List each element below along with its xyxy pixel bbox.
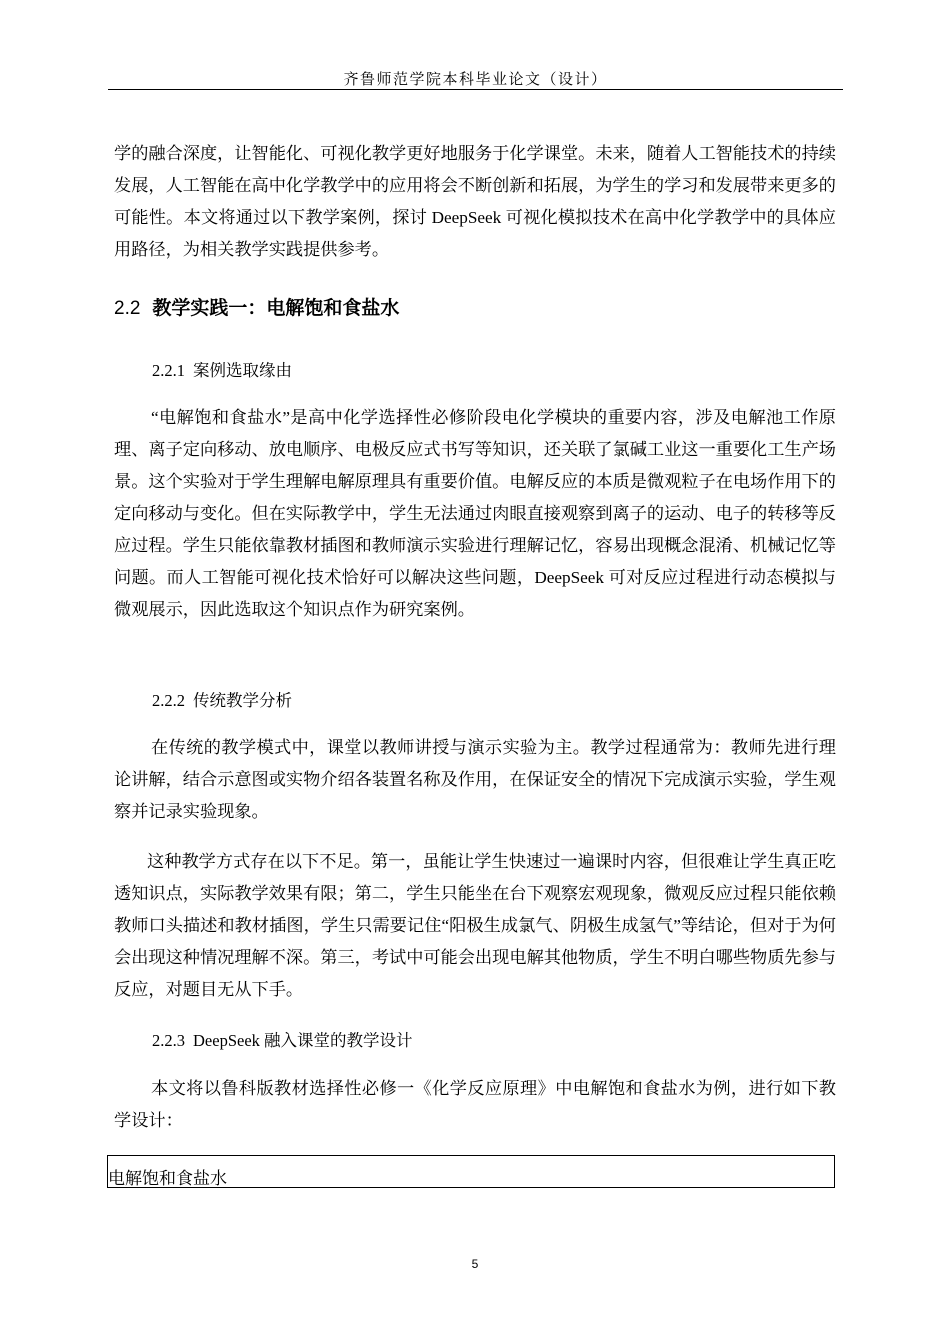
paragraph-design-intro: 本文将以鲁科版教材选择性必修一《化学反应原理》中电解饱和食盐水为例，进行如下教学设计： xyxy=(114,1079,836,1130)
subsection-heading-2-2-1 xyxy=(152,357,292,385)
subsection-heading-2-2-3 xyxy=(152,1027,413,1055)
subsection-number: 2.2.2 xyxy=(152,691,185,710)
paragraph-case-reason: “电解饱和食盐水”是高中化学选择性必修阶段电化学模块的重要内容，涉及电解池工作原理、离子定向移动、放电顺序、电极反应式书写等知识，还关联了氯碱工业这一重要化工生产场景。这个实验对于学生理解电解原理具有重要价值。电解反应的本质是微观粒子在电场作用下的定向移动与变化。但在实际教学中，学生无法通过肉眼直接观察到离子的运动、电子的转移等反应过程。学生只能依靠教材插图和教师演示实验进行理解记忆，容易出现概念混淆、机械记忆等问题。而人工智能可视化技术恰好可以解决这些问题，DeepSeek 可对反应过程进行动态模拟与微观展示，因此选取这个知识点作为研究案例。 xyxy=(114,408,836,619)
paragraph-intro-continuation: 学的融合深度，让智能化、可视化教学更好地服务于化学课堂。未来，随着人工智能技术的持续发展，人工智能在高中化学教学中的应用将会不断创新和拓展，为学生的学习和发展带来更多的可能性。本文将通过以下教学案例，探讨 DeepSeek 可视化模拟技术在高中化学教学中的具体应用路径，为相关教学实践提供参考。 xyxy=(114,144,836,259)
subsection-title: 案例选取缘由 xyxy=(193,361,292,380)
paragraph-shortcomings: 这种教学方式存在以下不足。第一，虽能让学生快速过一遍课时内容，但很难让学生真正吃透知识点，实际教学效果有限；第二，学生只能坐在台下观察宏观现象，微观反应过程只能依赖教师口头描述和教材插图，学生只需要记住“阳极生成氯气、阴极生成氢气”等结论，但对于为何会出现这种情况理解不深。第三，考试中可能会出现电解其他物质，学生不明白哪些物质先参与反应，对题目无从下手。 xyxy=(114,852,836,999)
subsection-number: 2.2.1 xyxy=(152,361,185,380)
table-first-cell: 电解饱和食盐水 xyxy=(108,1169,227,1188)
subsection-number: 2.2.3 xyxy=(152,1031,185,1050)
section-title: 教学实践一：电解饱和食盐水 xyxy=(152,298,400,319)
section-heading-2-2 xyxy=(114,294,399,324)
design-table xyxy=(107,1155,835,1188)
paragraph-traditional-teaching: 在传统的教学模式中，课堂以教师讲授与演示实验为主。教学过程通常为：教师先进行理论讲解，结合示意图或实物介绍各装置名称及作用，在保证安全的情况下完成演示实验，学生观察并记录实验现象。 xyxy=(114,738,836,821)
subsection-title: 传统教学分析 xyxy=(193,691,292,710)
page-number: 5 xyxy=(471,1257,479,1271)
subsection-title: DeepSeek 融入课堂的教学设计 xyxy=(193,1031,413,1050)
section-number: 2.2 xyxy=(114,298,141,319)
running-header: 齐鲁师范学院本科毕业论文（设计） xyxy=(343,72,608,88)
subsection-heading-2-2-2 xyxy=(152,687,292,715)
header-divider xyxy=(108,89,843,90)
